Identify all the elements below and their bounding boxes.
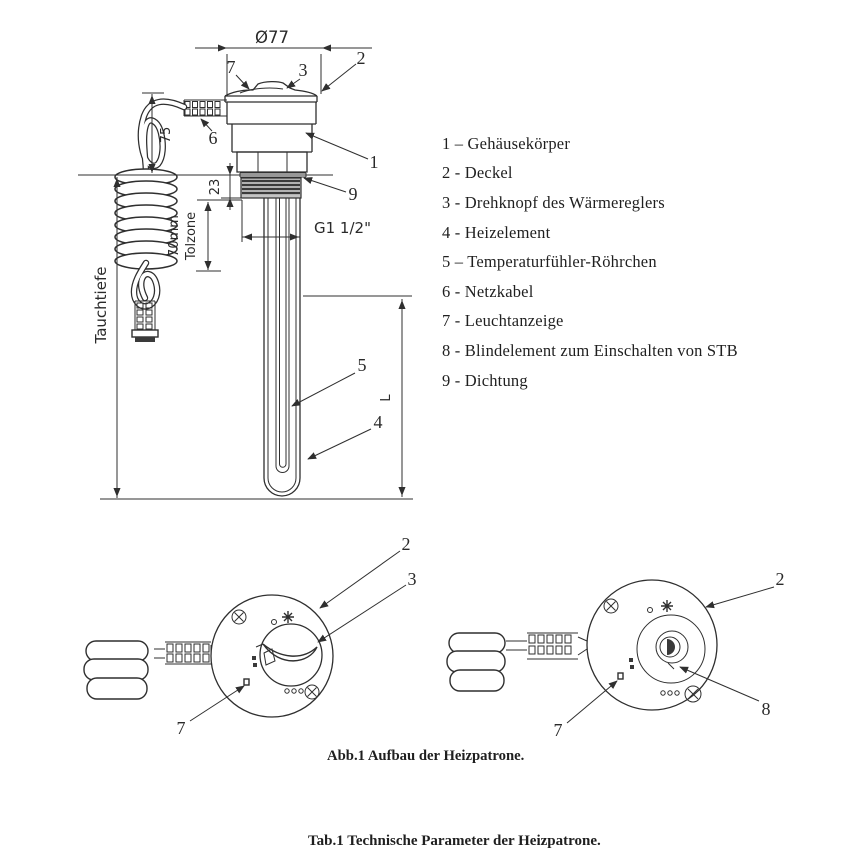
front-view-blind (430, 525, 830, 745)
callout-7: 7 (553, 720, 563, 740)
dim-L-label: L (379, 394, 394, 402)
scale-marks (252, 656, 257, 667)
callout-5: 5 (357, 355, 367, 375)
screw-bottom-right (305, 685, 319, 699)
scale-marks (629, 658, 634, 669)
callout-3: 3 (407, 569, 417, 589)
leaders (190, 551, 406, 721)
dimension-tolerance-zone (167, 200, 242, 271)
legend-item-5: 5 – Temperaturfühler-Röhrchen (442, 252, 657, 272)
leaders (567, 587, 774, 723)
face-dot (272, 620, 277, 625)
dimension-immersion-depth (92, 177, 117, 498)
figure-caption: Abb.1 Aufbau der Heizpatrone. (327, 748, 525, 764)
legend-item-7: 7 - Leuchtanzeige (442, 311, 564, 331)
heating-tube (264, 198, 300, 496)
callout-1: 1 (369, 152, 379, 172)
callout-4: 4 (373, 412, 383, 432)
callout-9: 9 (348, 184, 358, 204)
thread-g112 (241, 178, 301, 198)
legend-item-4: 4 - Heizelement (442, 222, 551, 242)
cable-entry (447, 633, 587, 691)
callout-7: 7 (226, 57, 236, 77)
callout-2: 2 (356, 48, 366, 68)
table-caption: Tab.1 Technische Parameter der Heizpatrone. (308, 833, 601, 849)
blind-element (656, 631, 688, 669)
legend-item-1: 1 – Gehäusekörper (442, 133, 571, 153)
vent-holes (661, 691, 679, 695)
frost-symbol (282, 611, 294, 623)
frost-symbol (661, 600, 673, 612)
callout-3: 3 (298, 60, 308, 80)
dim-tauchtiefe-label: Tauchtiefe (92, 266, 110, 344)
indicator-lamp (618, 673, 623, 679)
legend-item-3: 3 - Drehknopf des Wärmereglers (442, 192, 665, 212)
front-view-knob (50, 525, 430, 745)
cable-gland (184, 100, 227, 116)
face-dot (648, 608, 653, 613)
dimension-23 (208, 163, 241, 210)
dimension-thread-size (242, 200, 371, 242)
dim-tolzone-label: Tolzone (184, 211, 199, 261)
legend-item-9: 9 - Dichtung (442, 370, 528, 390)
dim-diameter-label: Ø77 (255, 28, 289, 47)
thermostat-knob (256, 624, 322, 866)
cable-entry (84, 641, 211, 699)
legend-item-2: 2 - Deckel (442, 163, 513, 183)
legend-item-8: 8 - Blindelement zum Einschalten von STB (442, 340, 738, 360)
dim-23-label: 23 (208, 178, 223, 196)
callout-6: 6 (208, 128, 218, 148)
callout-2: 2 (775, 569, 785, 589)
dimension-length-L (303, 296, 412, 497)
dim-75-label: 75 (159, 126, 174, 144)
vent-holes (285, 689, 303, 693)
dim-70mm-label: 70mm (167, 215, 182, 257)
heater-head (225, 82, 317, 198)
legend-item-6: 6 - Netzkabel (442, 281, 534, 301)
dim-thread-label: G1 1/2" (314, 219, 371, 237)
cover-disc (587, 580, 717, 710)
screw-top-left (232, 610, 246, 624)
callout-2: 2 (401, 534, 411, 554)
dimension-diameter-77 (195, 28, 372, 95)
callout-7: 7 (176, 718, 186, 738)
callout-8: 8 (761, 699, 771, 719)
main-section-drawing (0, 0, 430, 520)
indicator-lamp (244, 679, 249, 685)
screw-bottom-right (685, 686, 701, 702)
parts-legend (442, 129, 738, 395)
screw-top-left (604, 599, 618, 613)
